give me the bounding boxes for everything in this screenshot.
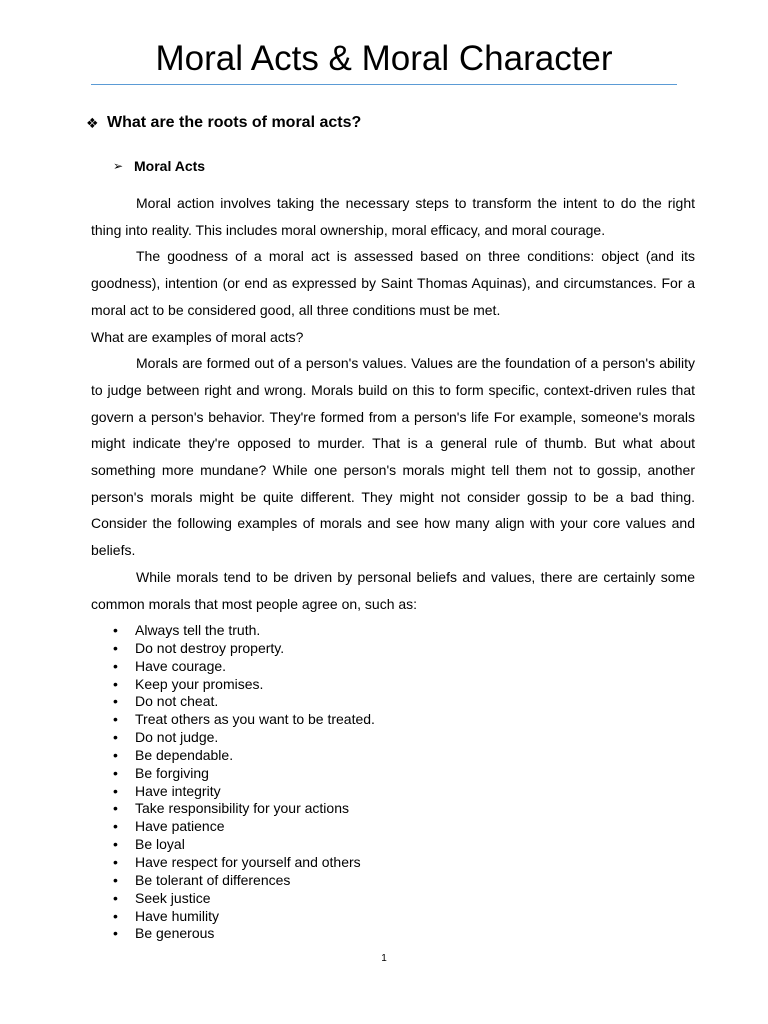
document-title: Moral Acts & Moral Character bbox=[155, 39, 613, 78]
morals-list bbox=[91, 622, 691, 943]
title-underline bbox=[91, 84, 677, 85]
list-item-text: Seek justice bbox=[135, 889, 211, 906]
diamond-bullet-icon: ❖ bbox=[86, 115, 99, 131]
paragraph: Moral action involves taking the necessary steps to transform the intent to do the right thing into reality. This includes moral ownership, moral efficacy, and moral courage. bbox=[91, 195, 695, 238]
bullet-dot-icon: • bbox=[113, 925, 118, 942]
list-item-text: Take responsibility for your actions bbox=[135, 800, 349, 817]
list-item bbox=[91, 800, 691, 818]
list-item bbox=[91, 747, 691, 765]
list-item-text: Treat others as you want to be treated. bbox=[135, 711, 375, 728]
list-item-text: Be forgiving bbox=[135, 764, 209, 781]
list-item bbox=[91, 908, 691, 926]
list-item-text: Have courage. bbox=[135, 657, 227, 674]
list-item-text: Keep your promises. bbox=[135, 675, 264, 692]
list-item-text: Do not cheat. bbox=[135, 693, 219, 710]
bullet-dot-icon: • bbox=[113, 853, 118, 870]
list-item bbox=[91, 765, 691, 783]
subsection-heading-text: Moral Acts bbox=[134, 158, 206, 174]
list-item-text: Do not judge. bbox=[135, 729, 219, 746]
paragraph: Morals are formed out of a person's values. Values are the foundation of a person's ability to judge between right and wrong. Morals build on this to form specific, context-driven rules that govern a person's behavior. They're formed from a person's life For example, someone's morals might indicate they're opposed to murder. That is a general rule of thumb. But what about something more mundane? While one person's morals might tell them not to gossip, another person's morals might be quite different. They might not consider gossip to be a bad thing. Consider the following examples of morals and see how many align with your core values and beliefs. bbox=[91, 355, 695, 559]
list-item bbox=[91, 836, 691, 854]
bullet-dot-icon: • bbox=[113, 800, 118, 817]
bullet-dot-icon: • bbox=[113, 889, 118, 906]
list-item bbox=[91, 925, 691, 943]
list-item bbox=[91, 622, 691, 640]
list-item bbox=[91, 658, 691, 676]
list-item-text: Have respect for yourself and others bbox=[135, 853, 361, 870]
list-item-text: Always tell the truth. bbox=[135, 622, 261, 638]
list-item bbox=[91, 854, 691, 872]
paragraph: The goodness of a moral act is assessed based on three conditions: object (and its goodness), intention (or end as expressed by Saint Thomas Aquinas), and circumstances. For a moral act to be considered good, all three conditions must be met. bbox=[91, 248, 695, 318]
list-item bbox=[91, 693, 691, 711]
list-item-text: Be loyal bbox=[135, 836, 185, 853]
list-item-text: Be tolerant of differences bbox=[135, 871, 291, 888]
list-item-text: Be generous bbox=[135, 925, 215, 942]
list-item bbox=[91, 818, 691, 836]
bullet-dot-icon: • bbox=[113, 907, 118, 924]
page-number: 1 bbox=[381, 953, 387, 964]
section-heading bbox=[86, 112, 361, 134]
bullet-dot-icon: • bbox=[113, 711, 118, 728]
paragraph: While morals tend to be driven by personal beliefs and values, there are certainly some common morals that most people agree on, such as: bbox=[91, 568, 695, 612]
list-item bbox=[91, 676, 691, 694]
list-item bbox=[91, 640, 691, 658]
bullet-dot-icon: • bbox=[113, 782, 118, 799]
bullet-dot-icon: • bbox=[113, 693, 118, 710]
list-item bbox=[91, 783, 691, 801]
section-heading-text: What are the roots of moral acts? bbox=[107, 114, 362, 131]
bullet-dot-icon: • bbox=[113, 729, 118, 746]
paragraph-question: What are examples of moral acts? bbox=[91, 328, 304, 345]
list-item-text: Do not destroy property. bbox=[135, 639, 285, 656]
bullet-dot-icon: • bbox=[113, 675, 118, 692]
list-item bbox=[91, 711, 691, 729]
subsection-heading bbox=[113, 156, 205, 176]
list-item-text: Be dependable. bbox=[135, 746, 234, 763]
bullet-dot-icon: • bbox=[113, 818, 118, 835]
list-item-text: Have integrity bbox=[135, 782, 221, 799]
list-item bbox=[91, 729, 691, 747]
bullet-dot-icon: • bbox=[113, 622, 118, 638]
arrow-bullet-icon: ➢ bbox=[113, 159, 124, 173]
list-item bbox=[91, 890, 691, 908]
list-item-text: Have patience bbox=[135, 818, 225, 835]
bullet-dot-icon: • bbox=[113, 764, 118, 781]
bullet-dot-icon: • bbox=[113, 836, 118, 853]
list-item bbox=[91, 872, 691, 890]
bullet-dot-icon: • bbox=[113, 746, 118, 763]
body-text bbox=[91, 190, 695, 617]
bullet-dot-icon: • bbox=[113, 657, 118, 674]
list-item-text: Have humility bbox=[135, 907, 220, 924]
bullet-dot-icon: • bbox=[113, 871, 118, 888]
bullet-dot-icon: • bbox=[113, 639, 118, 656]
